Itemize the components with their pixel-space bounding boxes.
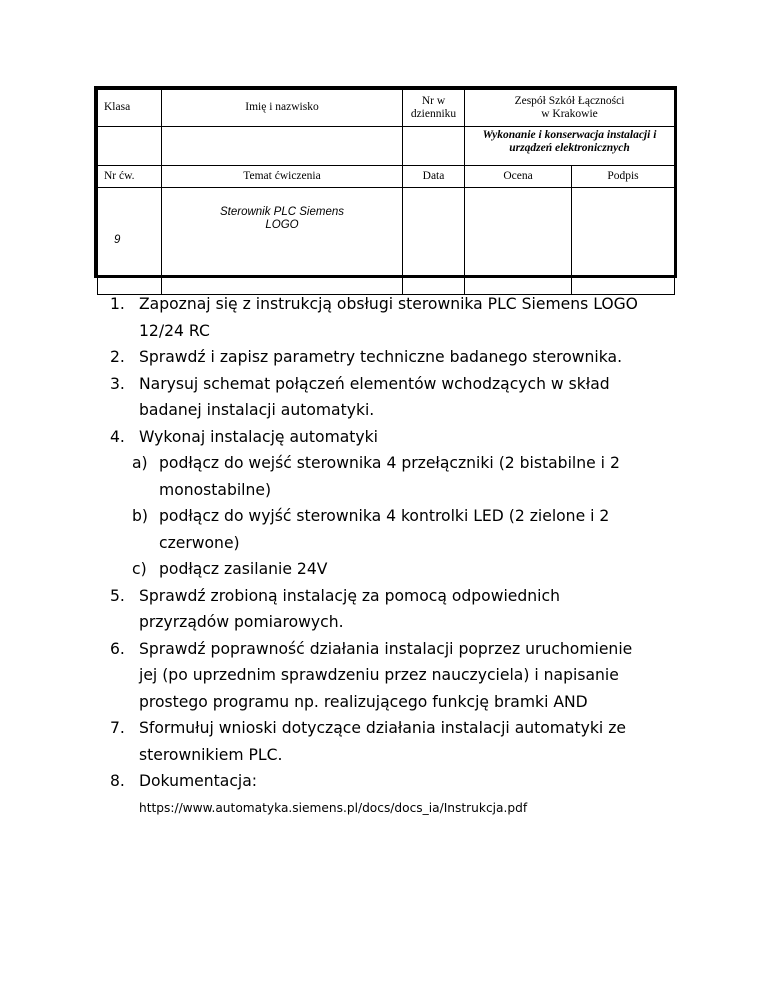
header-grid <box>97 89 675 295</box>
sub-list-item-letter: b) <box>132 507 148 525</box>
list-item-text <box>139 344 690 371</box>
sub-list-item-text <box>159 450 690 503</box>
list-item-number: 3. <box>110 374 125 393</box>
nr-w-label-line1: Nr w <box>421 94 446 107</box>
list-item-line: Sprawdź poprawność działania instalacji poprzez uruchomienie <box>139 639 633 658</box>
exercise-topic-line1: Sterownik PLC Siemens <box>220 206 344 218</box>
klasa-value-cell <box>98 127 162 166</box>
list-item-line: jej (po uprzednim sprawdzeniu przez nauczyciela) i napisanie <box>139 666 619 684</box>
list-item-number: 1. <box>110 295 125 313</box>
list-item-line: badanej instalacji automatyki. <box>139 401 375 419</box>
sub-list-item-line: monostabilne) <box>159 480 272 499</box>
klasa-label: Klasa <box>98 90 162 127</box>
nr-w-dzienniku-value-cell <box>403 127 465 166</box>
nr-w-label-line2: dzienniku <box>410 108 457 120</box>
list-item <box>110 291 690 344</box>
list-item-text <box>139 424 690 451</box>
list-item <box>110 583 690 636</box>
sub-list-item-text <box>159 503 690 556</box>
list-item <box>110 636 690 716</box>
school-name-line2: w Krakowie <box>541 108 598 120</box>
list-item-line: Dokumentacja: <box>139 772 258 790</box>
list-item-line: Sformułuj wnioski dotyczące działania instalacji automatyki ze <box>139 719 626 737</box>
sub-list-item-line: czerwone) <box>159 533 240 552</box>
list-item-text <box>139 715 690 768</box>
nr-cw-label: Nr ćw. <box>98 166 162 188</box>
list-item-line: prostego programu np. realizującego funkcję bramki AND <box>139 692 588 711</box>
list-item <box>110 344 690 371</box>
list-item-line: Sprawdź zrobioną instalację za pomocą odpowiednich <box>139 586 560 605</box>
instruction-list <box>110 291 690 821</box>
list-item-text <box>139 371 690 424</box>
list-item-line: 12/24 RC <box>139 321 210 340</box>
list-item-line: Sprawdź i zapisz parametry techniczne badanego sterownika. <box>139 348 623 366</box>
list-item-line: przyrządów pomiarowych. <box>139 613 344 631</box>
list-item-line: Wykonaj instalację automatyki <box>139 427 379 446</box>
ocena-label: Ocena <box>465 166 572 188</box>
documentation-link[interactable]: https://www.automatyka.siemens.pl/docs/docs_ia/Instrukcja.pdf <box>139 800 528 815</box>
exercise-topic-line2: LOGO <box>265 219 299 232</box>
school-specialization-line2: urządzeń elektronicznych <box>509 142 630 155</box>
list-item-number: 4. <box>110 427 125 446</box>
data-label: Data <box>403 166 465 188</box>
sub-list-item <box>132 503 690 556</box>
list-item-text <box>139 291 690 344</box>
list-item-text <box>139 768 690 821</box>
sub-list-item-line: podłącz zasilanie 24V <box>159 560 328 578</box>
imie-nazwisko-value-cell <box>162 127 403 166</box>
list-item-number: 7. <box>110 719 125 737</box>
list-item-line: Zapoznaj się z instrukcją obsługi sterownika PLC Siemens LOGO <box>139 295 638 313</box>
list-item <box>110 371 690 424</box>
podpis-value-cell <box>572 188 675 295</box>
temat-label: Temat ćwiczenia <box>162 166 403 188</box>
list-item-number: 5. <box>110 586 125 605</box>
list-item-number: 2. <box>110 348 125 366</box>
ocena-value-cell <box>465 188 572 295</box>
exercise-number: 9 <box>98 188 162 295</box>
sub-list-item-text <box>159 556 690 583</box>
data-value-cell <box>403 188 465 295</box>
list-item-number: 8. <box>110 772 125 790</box>
sub-list-item-letter: a) <box>132 454 148 472</box>
school-specialization-line1: Wykonanie i konserwacja instalacji i <box>482 129 657 141</box>
school-name <box>465 90 675 127</box>
list-item-line: sterownikiem PLC. <box>139 745 283 764</box>
list-item-text <box>139 636 690 716</box>
sub-list-item-line: podłącz do wyjść sterownika 4 kontrolki LED (2 zielone i 2 <box>159 507 610 525</box>
list-item-line: Narysuj schemat połączeń elementów wchodzących w skład <box>139 374 610 393</box>
school-specialization <box>465 127 675 166</box>
imie-nazwisko-label: Imię i nazwisko <box>162 90 403 127</box>
sub-list-item-letter: c) <box>132 560 147 578</box>
exercise-topic <box>162 188 403 295</box>
sub-list-item <box>132 556 690 583</box>
sub-list-item <box>132 450 690 503</box>
podpis-label: Podpis <box>572 166 675 188</box>
list-item-text <box>139 583 690 636</box>
nr-w-dzienniku-label <box>403 90 465 127</box>
list-item <box>110 424 690 451</box>
school-name-line1: Zespół Szkół Łączności <box>514 94 625 107</box>
list-item-number: 6. <box>110 639 125 658</box>
list-item <box>110 768 690 821</box>
list-item <box>110 715 690 768</box>
sub-list-item-line: podłącz do wejść sterownika 4 przełączniki (2 bistabilne i 2 <box>159 454 620 472</box>
exercise-header-table <box>94 86 677 278</box>
